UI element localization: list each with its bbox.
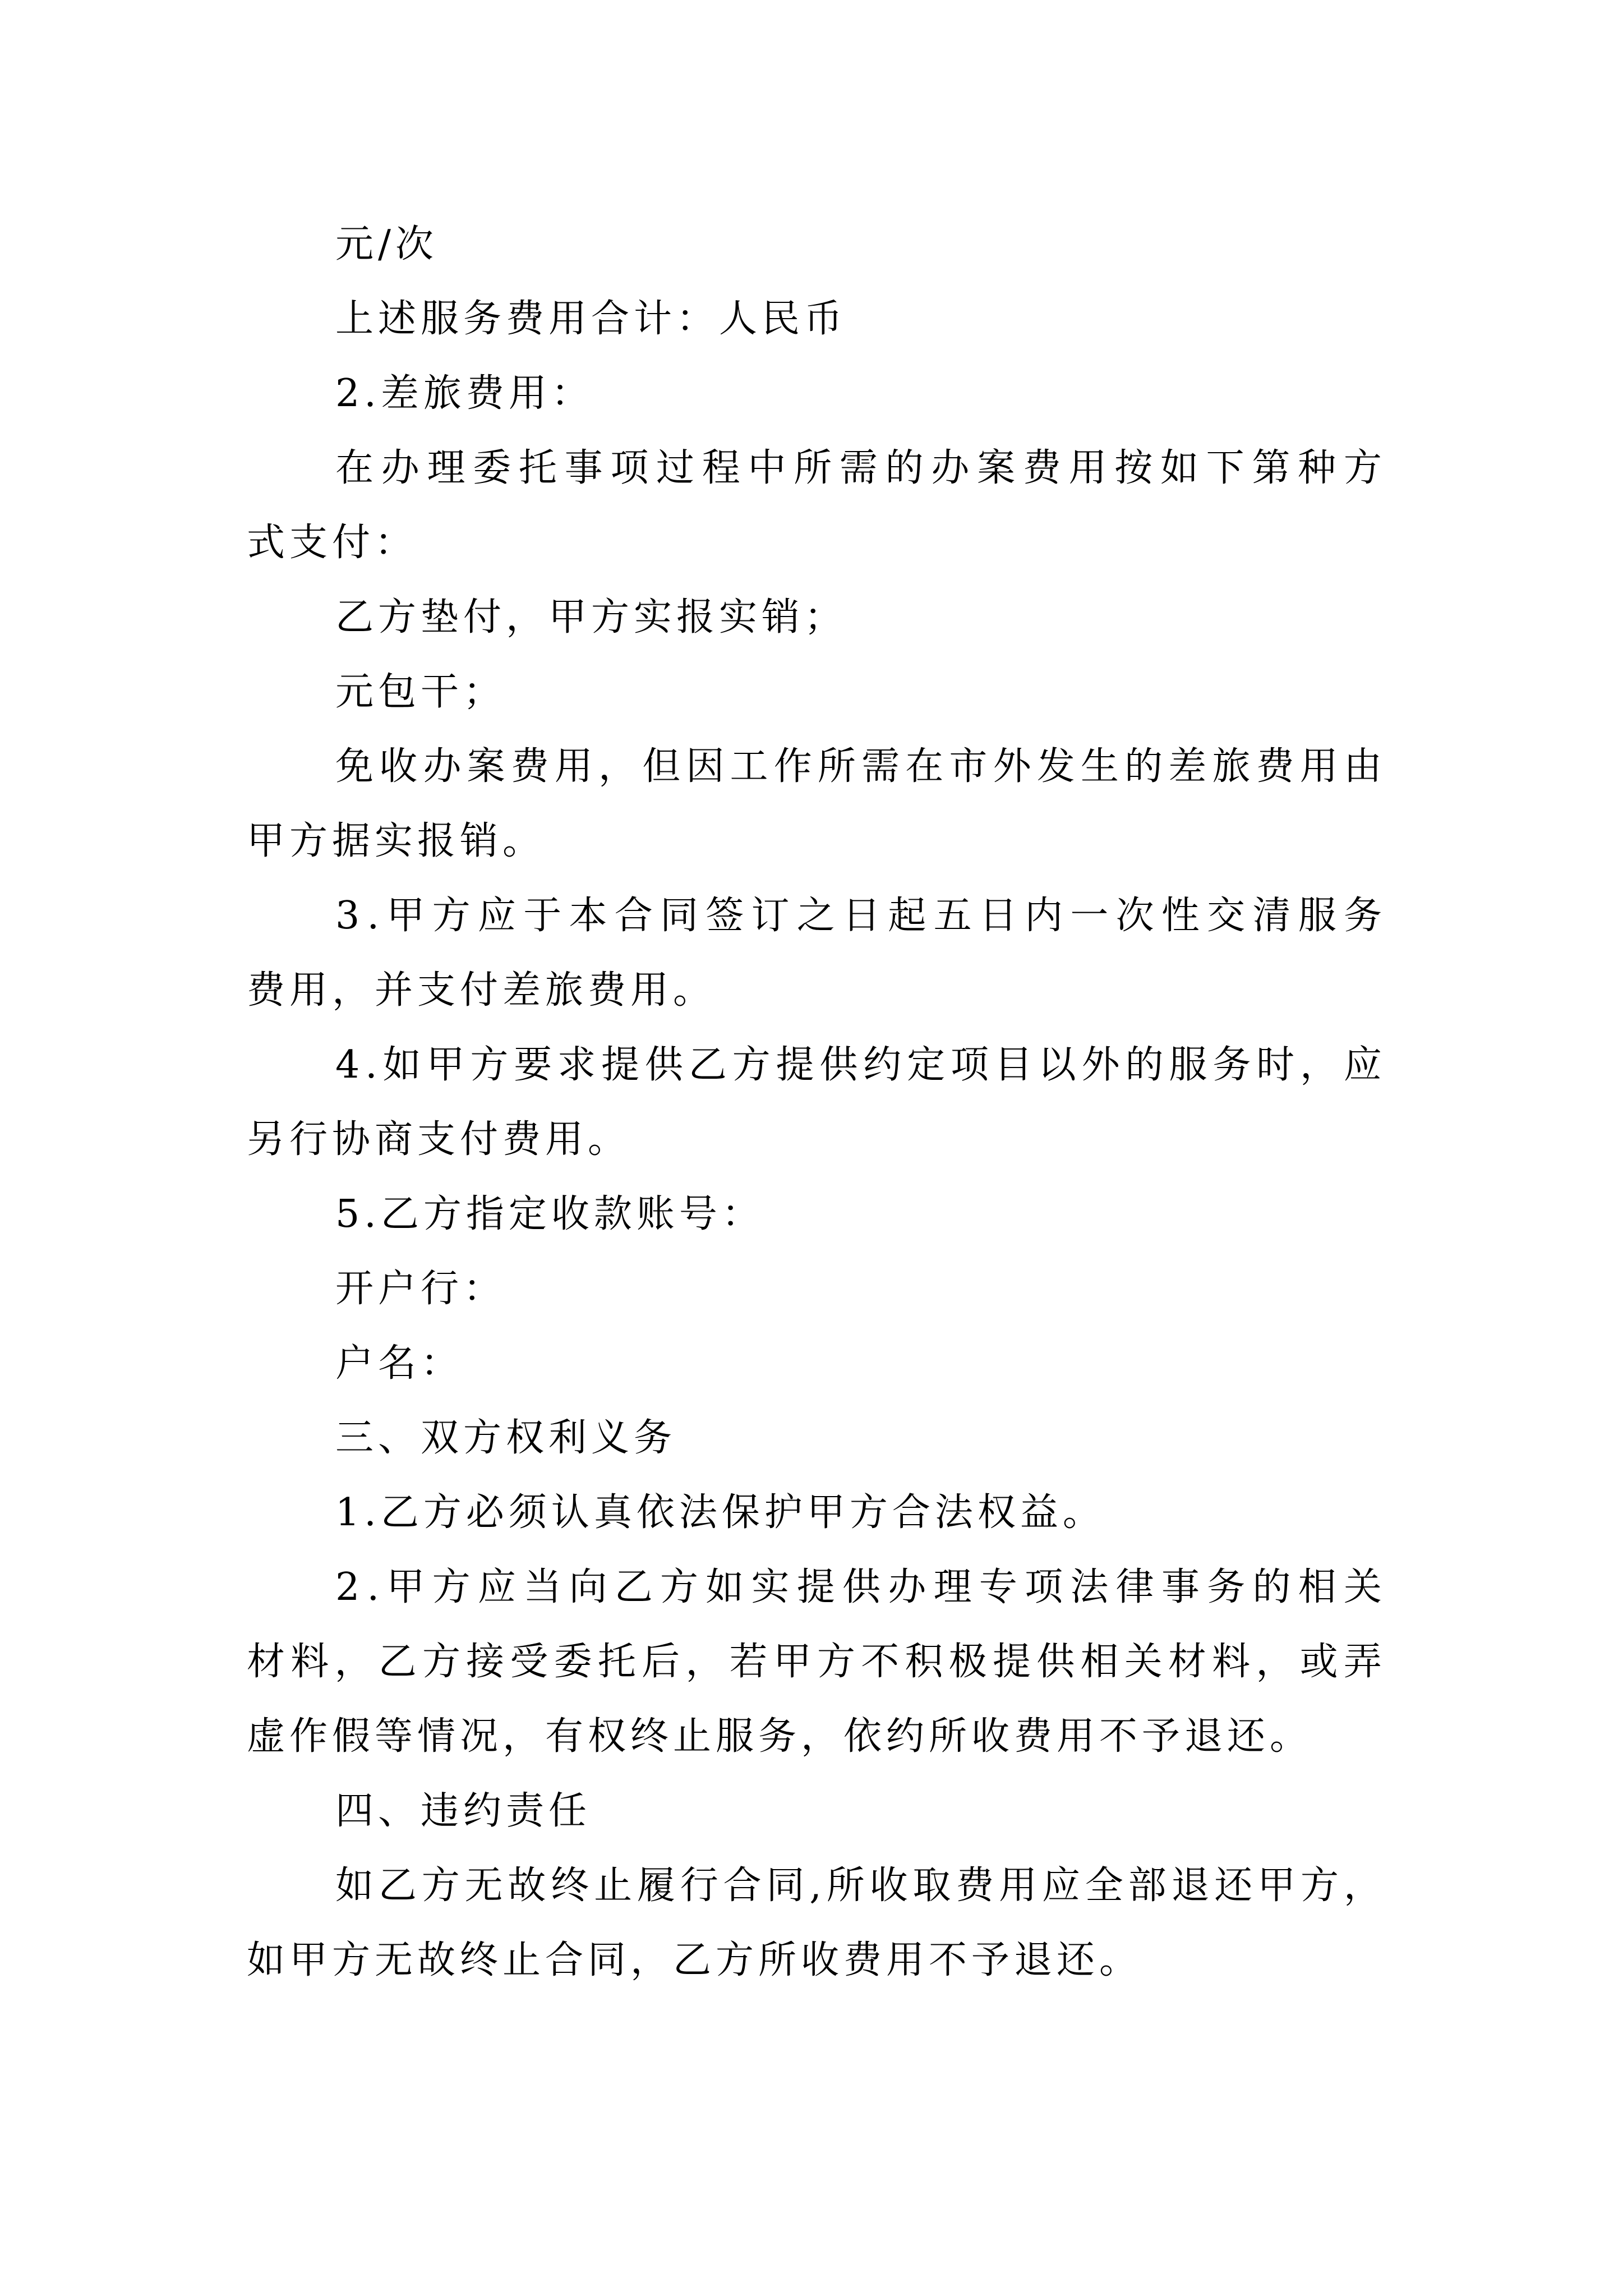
text-char: 故 [508,1864,546,1908]
text-char: 同 [766,1864,805,1908]
text-char: 项 [610,446,649,490]
text-char: 甲 [386,1565,425,1609]
text-char: 时 [1256,1043,1295,1087]
text-char: 费 [510,744,549,789]
text-char: 若 [729,1640,768,1684]
text-char: 求 [557,1043,596,1087]
text-char: 外 [993,744,1031,789]
text-char: 签 [706,894,744,938]
text-char: 甲 [386,894,425,938]
text-char: 方 [1301,1864,1339,1908]
text-char: 的 [885,446,924,490]
text-char: 交 [1207,894,1246,938]
text-char: 由 [1343,744,1382,789]
text-char: 订 [751,894,790,938]
text-char: 应 [1343,1043,1382,1087]
text-char: 项 [950,1043,989,1087]
text-char: 供 [644,1043,683,1087]
text-char: 但 [642,744,681,789]
text-char: 提 [601,1043,639,1087]
text-char: 工 [730,744,768,789]
text-char: 相 [1080,1640,1119,1684]
text-char: 种 [1298,446,1336,490]
text-char: 内 [1025,894,1063,938]
text-char: 旅 [1212,744,1251,789]
text-char: 起 [888,894,926,938]
text-char: 受 [510,1640,548,1684]
text-char: 办 [423,744,462,789]
text-char: 供 [819,1043,858,1087]
text-char: 行 [680,1864,718,1908]
text-char: 方 [817,1640,856,1684]
text-char: 全 [1085,1864,1123,1908]
text-line-rights-2 [335,1565,1382,1609]
text-char: 的 [1124,744,1163,789]
text-char: ， [1299,1043,1338,1087]
text-line-clause-3 [335,894,1382,938]
text-char: 下 [1206,446,1244,490]
text-line-clause-3-cont: 费用，并支付差旅费用。 [247,968,716,1013]
text-char: 接 [466,1640,505,1684]
text-char: . [367,1565,380,1609]
text-char: 2 [335,1565,360,1609]
text-char: 如 [382,1043,421,1087]
text-char: 合 [723,1864,762,1908]
text-char: 务 [1212,1043,1251,1087]
text-char: 费 [1256,744,1294,789]
text-char: 事 [1161,1565,1200,1609]
text-char: 关 [1343,1565,1382,1609]
text-char: 以 [1038,1043,1076,1087]
text-char: 收 [379,744,418,789]
text-line-lump-sum: 元包干； [335,670,506,714]
text-char: 办 [931,446,970,490]
text-char: 中 [748,446,786,490]
text-char: , [809,1864,822,1908]
text-char: 费 [1022,446,1061,490]
text-line-total-fee: 上述服务费用合计：人民币 [335,297,847,341]
text-char: 项 [1025,1565,1063,1609]
text-char: 合 [614,894,653,938]
text-char: 日 [979,894,1017,938]
text-char: 专 [979,1565,1017,1609]
text-char: 约 [863,1043,902,1087]
text-char: 务 [1207,1565,1246,1609]
text-line-liability-1 [335,1864,1382,1908]
text-char: 托 [518,446,557,490]
text-char: 甲 [1257,1864,1296,1908]
text-char: 乙 [378,1640,417,1684]
text-line-clause-5: 5.乙方指定收款账号： [335,1192,764,1236]
text-char: 同 [660,894,698,938]
text-char: 退 [1171,1864,1210,1908]
text-char: 当 [523,1565,562,1609]
text-char: 方 [432,1565,471,1609]
text-char: 免 [335,744,374,789]
text-char: 方 [660,1565,698,1609]
text-char: 过 [656,446,695,490]
text-char: 理 [427,446,465,490]
text-char: 应 [1041,1864,1080,1908]
text-char: 方 [1343,446,1382,490]
text-char: 所 [817,744,856,789]
text-char: 应 [477,1565,516,1609]
text-line-advance-payment: 乙方垫付，甲方实报实销； [335,595,847,639]
text-char: 方 [470,1043,509,1087]
text-char: 所 [794,446,832,490]
text-char: 作 [773,744,812,789]
text-char: 供 [842,1565,881,1609]
text-char: 方 [432,894,471,938]
text-char: ， [598,744,637,789]
text-char: 需 [861,744,900,789]
text-char: 甲 [426,1043,465,1087]
text-char: 一 [1070,894,1109,938]
text-char: 事 [564,446,603,490]
text-char: 取 [912,1864,951,1908]
text-char: 于 [523,894,562,938]
text-char: 收 [869,1864,908,1908]
text-line-rights-2-cont [247,1640,1382,1684]
text-char: 发 [1036,744,1075,789]
text-char: 托 [597,1640,636,1684]
text-line-liability-2: 如甲方无故终止合同，乙方所收费用不予退还。 [247,1938,1142,1982]
text-char: 提 [992,1640,1031,1684]
text-char: ， [334,1640,373,1684]
text-char: 务 [1343,894,1382,938]
text-char: ， [1256,1640,1294,1684]
text-char: 办 [888,1565,926,1609]
text-line-payment: 式支付： [247,521,418,565]
text-char: 方 [732,1043,771,1087]
text-char: ， [685,1640,724,1684]
text-char: 材 [247,1640,285,1684]
text-char: 法 [1070,1565,1109,1609]
text-line-reimburse: 甲方据实报销。 [247,819,546,863]
text-char: 第 [1252,446,1290,490]
text-char: 如 [706,1565,744,1609]
text-char: 市 [949,744,988,789]
text-char: 次 [1115,894,1154,938]
text-char: 服 [1169,1043,1207,1087]
text-line-rights-1: 1.乙方必须认真依法保护甲方合法权益。 [335,1490,1105,1535]
text-char: 在 [335,446,374,490]
text-char: 乙 [378,1864,417,1908]
text-char: ， [1343,1864,1382,1908]
text-char: 如 [335,1864,374,1908]
text-char: 本 [569,894,607,938]
text-char: 还 [1214,1864,1253,1908]
text-char: 实 [751,1565,790,1609]
text-char: 委 [473,446,511,490]
text-char: 服 [1298,894,1336,938]
text-line-clause-4 [335,1043,1382,1087]
text-char: 的 [1252,1565,1291,1609]
text-char: 极 [948,1640,987,1684]
text-char: 理 [933,1565,972,1609]
text-char: 所 [826,1864,865,1908]
text-char: 4 [335,1043,360,1087]
text-char: 应 [477,894,516,938]
text-line-rights-2-end: 虚作假等情况，有权终止服务，依约所收费用不予退还。 [247,1714,1313,1759]
text-char: 部 [1128,1864,1166,1908]
text-char: 清 [1252,894,1291,938]
text-char: 甲 [773,1640,811,1684]
text-char: 费 [956,1864,994,1908]
text-char: . [367,894,380,938]
text-line-unit-price: 元/次 [335,222,438,266]
text-char: 止 [594,1864,633,1908]
text-char: 之 [796,894,835,938]
text-char: 案 [467,744,505,789]
text-line-case-fee-method [335,446,1382,490]
text-char: 如 [1160,446,1198,490]
text-char: 供 [1036,1640,1075,1684]
text-char: 向 [569,1565,607,1609]
text-line-fee-waiver [335,744,1382,789]
text-char: 3 [335,894,360,938]
text-char: 定 [907,1043,946,1087]
text-char: 无 [464,1864,503,1908]
text-char: 生 [1080,744,1119,789]
text-char: 方 [422,1640,460,1684]
text-char: 提 [796,1565,835,1609]
text-char: 因 [686,744,725,789]
text-char: 或 [1299,1640,1338,1684]
text-char: 后 [642,1640,680,1684]
text-char: 乙 [614,1565,653,1609]
text-char: 用 [999,1864,1038,1908]
text-char: 按 [1114,446,1153,490]
text-char: . [365,1043,377,1087]
text-char: 履 [637,1864,675,1908]
text-char: 五 [933,894,972,938]
text-char: 积 [905,1640,943,1684]
text-char: 用 [1068,446,1107,490]
text-char: 目 [994,1043,1032,1087]
text-char: 用 [554,744,593,789]
text-char: 关 [1124,1640,1163,1684]
text-char: 要 [514,1043,552,1087]
text-char: 方 [421,1864,460,1908]
text-line-travel-heading: 2.差旅费用： [335,371,594,416]
section-heading-liability: 四、违约责任 [335,1789,592,1833]
text-char: 性 [1161,894,1200,938]
text-char: 料 [291,1640,329,1684]
text-char: 料 [1212,1640,1251,1684]
text-char: 案 [977,446,1016,490]
text-char: 终 [551,1864,589,1908]
text-char: 差 [1168,744,1207,789]
text-char: 乙 [688,1043,727,1087]
text-char: 弄 [1343,1640,1382,1684]
text-char: 材 [1168,1640,1206,1684]
text-char: 在 [905,744,944,789]
text-line-bank: 开户行： [335,1267,506,1311]
text-line-account-name: 户名： [335,1341,464,1386]
text-line-clause-4-cont: 另行协商支付费用。 [247,1117,631,1162]
text-char: 的 [1125,1043,1164,1087]
text-char: 程 [702,446,740,490]
text-char: 日 [842,894,881,938]
section-heading-rights: 三、双方权利义务 [335,1416,677,1460]
text-char: 办 [381,446,419,490]
text-char: 需 [839,446,878,490]
text-char: 相 [1298,1565,1336,1609]
text-char: 律 [1115,1565,1154,1609]
text-char: 委 [554,1640,592,1684]
text-char: 不 [861,1640,900,1684]
text-char: 提 [776,1043,814,1087]
text-char: 外 [1081,1043,1120,1087]
text-char: 用 [1299,744,1338,789]
